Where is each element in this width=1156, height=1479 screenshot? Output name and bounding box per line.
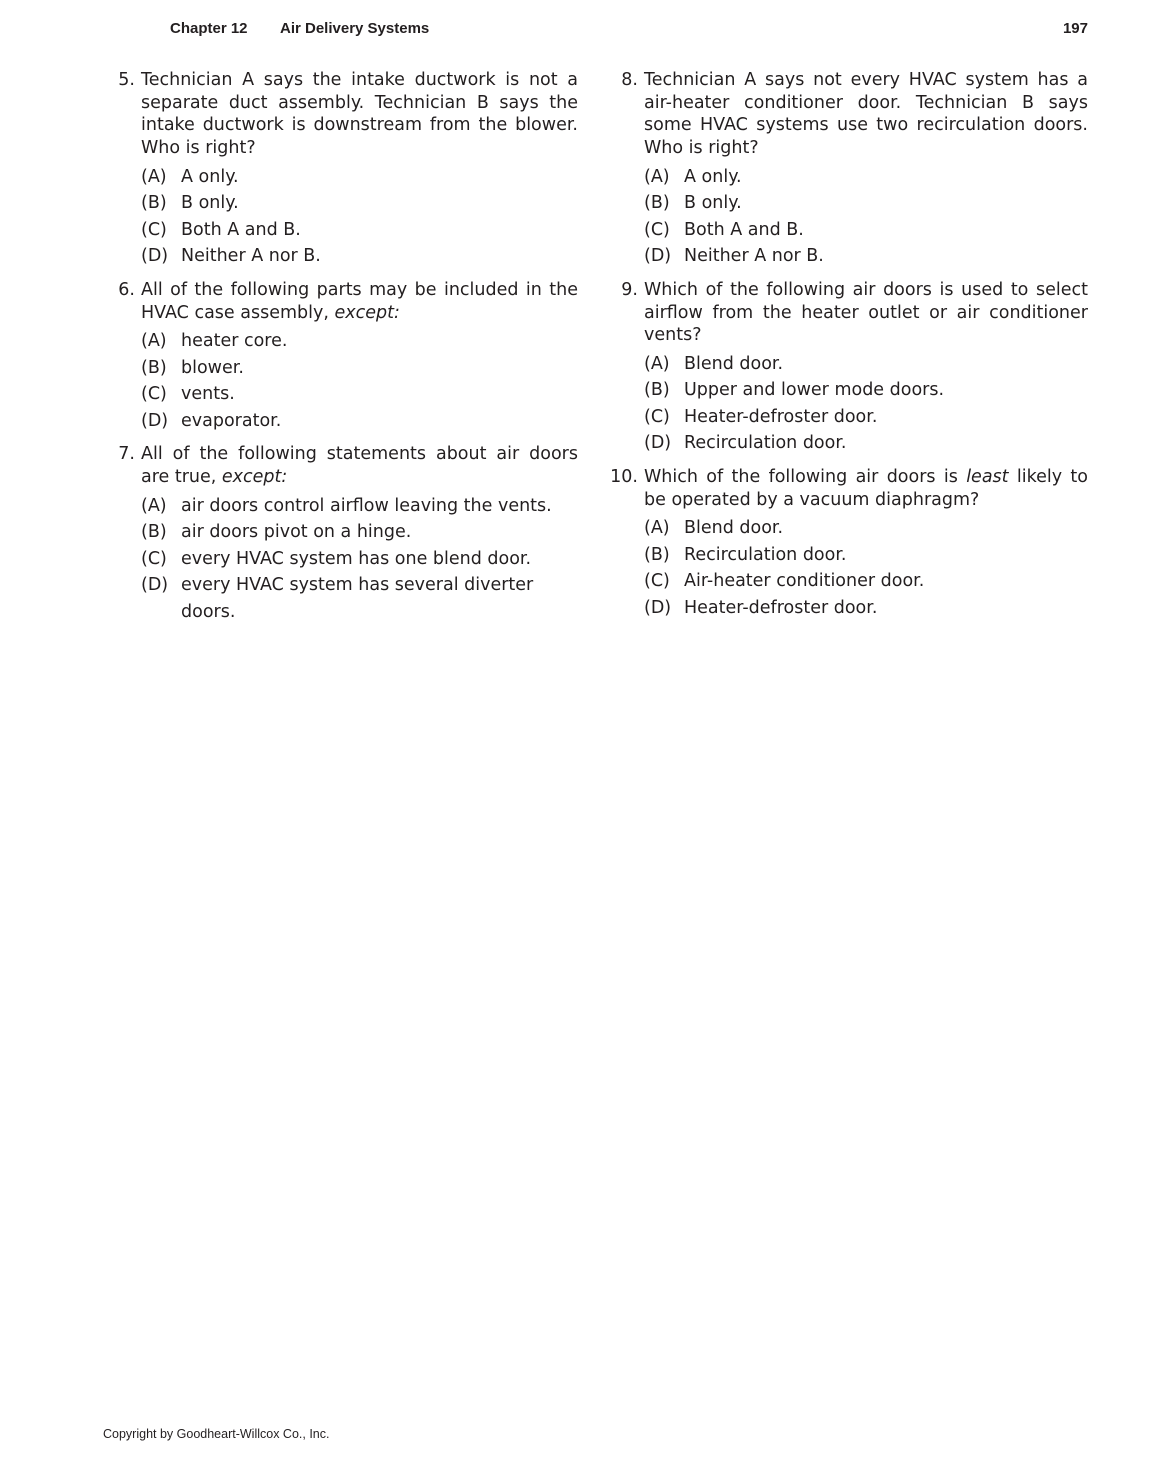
chapter-label: Chapter 12 xyxy=(170,20,248,37)
question-text xyxy=(141,279,578,324)
option-text: air doors pivot on a hinge. xyxy=(181,522,412,543)
option-letter: (B) xyxy=(141,522,167,543)
answer-option xyxy=(644,568,1088,595)
answer-option xyxy=(644,515,1088,542)
answer-options xyxy=(644,351,1088,457)
answer-options xyxy=(644,164,1088,270)
question-text-part: All of the following statements about air doors are true, xyxy=(141,444,578,487)
option-text: heater core. xyxy=(181,331,288,352)
answer-option xyxy=(141,572,578,625)
option-letter: (B) xyxy=(644,380,670,401)
answer-options xyxy=(141,328,578,434)
option-text: Blend door. xyxy=(684,353,784,374)
option-text: every HVAC system has several diverter doors. xyxy=(181,575,534,622)
option-text: Both A and B. xyxy=(684,219,804,240)
option-text: Air-heater conditioner door. xyxy=(684,571,925,592)
option-text: Neither A nor B. xyxy=(181,246,321,267)
question-number: 7. xyxy=(118,444,135,465)
answer-options xyxy=(141,493,578,626)
answer-option xyxy=(141,519,578,546)
question-number: 9. xyxy=(621,279,638,300)
option-letter: (A) xyxy=(644,518,670,539)
option-text: A only. xyxy=(181,166,239,187)
chapter-title: Air Delivery Systems xyxy=(280,20,430,37)
option-text: Both A and B. xyxy=(181,219,301,240)
question-number: 10. xyxy=(610,466,638,487)
right-column xyxy=(606,69,1088,630)
answer-option xyxy=(644,595,1088,622)
question-text: Which of the following air doors is used to select airflow from the heater outlet or air conditioner vents? xyxy=(644,279,1088,346)
option-text: Blend door. xyxy=(684,518,784,539)
page-header xyxy=(170,18,1088,40)
option-letter: (B) xyxy=(141,357,167,378)
option-text: Neither A nor B. xyxy=(684,246,824,267)
answer-option xyxy=(141,408,578,435)
option-text: every HVAC system has one blend door. xyxy=(181,548,532,569)
option-letter: (D) xyxy=(141,246,169,267)
option-letter: (D) xyxy=(644,597,672,618)
answer-option xyxy=(644,243,1088,270)
question-number: 6. xyxy=(118,279,135,300)
option-letter: (C) xyxy=(644,219,670,240)
answer-option xyxy=(644,351,1088,378)
answer-option xyxy=(141,381,578,408)
answer-option xyxy=(141,164,578,191)
option-letter: (C) xyxy=(644,571,670,592)
option-letter: (D) xyxy=(644,433,672,454)
question-text xyxy=(644,466,1088,511)
answer-option xyxy=(644,217,1088,244)
copyright-footer: Copyright by Goodheart-Willcox Co., Inc. xyxy=(103,1427,330,1441)
question-emphasis: except: xyxy=(221,466,288,487)
option-text: Recirculation door. xyxy=(684,433,847,454)
option-letter: (C) xyxy=(141,219,167,240)
option-letter: (C) xyxy=(141,384,167,405)
answer-option xyxy=(644,190,1088,217)
question-text-part: likely to be operated by a vacuum diaphragm? xyxy=(644,466,1088,510)
answer-option xyxy=(644,542,1088,569)
question-text: Technician A says not every HVAC system has a air-heater conditioner door. Technician B says some HVAC systems use two recirculation doors. Who is right? xyxy=(644,70,1088,159)
option-text: blower. xyxy=(181,357,244,378)
option-letter: (B) xyxy=(644,193,670,214)
question-6 xyxy=(103,279,578,434)
option-letter: (D) xyxy=(141,410,169,431)
question-emphasis: except: xyxy=(334,302,400,323)
answer-option xyxy=(644,377,1088,404)
option-text: Heater-defroster door. xyxy=(684,597,878,618)
question-9 xyxy=(606,279,1088,457)
answer-option xyxy=(141,355,578,382)
question-text-part: All of the following parts may be included in the HVAC case assembly, xyxy=(141,279,578,323)
answer-option xyxy=(644,404,1088,431)
question-5 xyxy=(103,69,578,270)
question-number: 8. xyxy=(621,70,638,90)
answer-option xyxy=(141,546,578,573)
option-letter: (A) xyxy=(141,495,167,516)
option-letter: (D) xyxy=(141,575,169,596)
question-number: 5. xyxy=(118,70,135,90)
answer-option xyxy=(644,430,1088,457)
question-8 xyxy=(606,69,1088,270)
option-text: B only. xyxy=(181,193,239,214)
option-text: Heater-defroster door. xyxy=(684,406,878,427)
question-7 xyxy=(103,443,578,625)
answer-option xyxy=(644,164,1088,191)
answer-options xyxy=(644,515,1088,621)
option-text: Recirculation door. xyxy=(684,544,847,565)
answer-options xyxy=(141,164,578,270)
page-number: 197 xyxy=(1062,20,1088,37)
option-letter: (B) xyxy=(644,544,670,565)
option-letter: (A) xyxy=(644,353,670,374)
option-text: Upper and lower mode doors. xyxy=(684,380,945,401)
option-text: A only. xyxy=(684,166,742,187)
option-letter: (A) xyxy=(141,331,167,352)
option-text: B only. xyxy=(684,193,742,214)
answer-option xyxy=(141,217,578,244)
option-text: vents. xyxy=(181,384,235,405)
question-text xyxy=(141,443,578,488)
option-letter: (B) xyxy=(141,193,167,214)
answer-option xyxy=(141,243,578,270)
option-letter: (A) xyxy=(141,166,167,187)
option-letter: (C) xyxy=(141,548,167,569)
question-text: Technician A says the intake ductwork is not a separate duct assembly. Technician B says the intake ductwork is downstream from the blower. Who is right? xyxy=(141,70,578,159)
option-letter: (A) xyxy=(644,166,670,187)
option-text: air doors control airflow leaving the vents. xyxy=(181,495,552,516)
question-10 xyxy=(606,466,1088,621)
answer-option xyxy=(141,493,578,520)
option-letter: (D) xyxy=(644,246,672,267)
question-emphasis: least xyxy=(966,466,1009,487)
answer-option xyxy=(141,190,578,217)
question-text-part: Which of the following air doors is xyxy=(644,466,967,487)
option-letter: (C) xyxy=(644,406,670,427)
left-column xyxy=(103,69,578,634)
answer-option xyxy=(141,328,578,355)
option-text: evaporator. xyxy=(181,410,282,431)
